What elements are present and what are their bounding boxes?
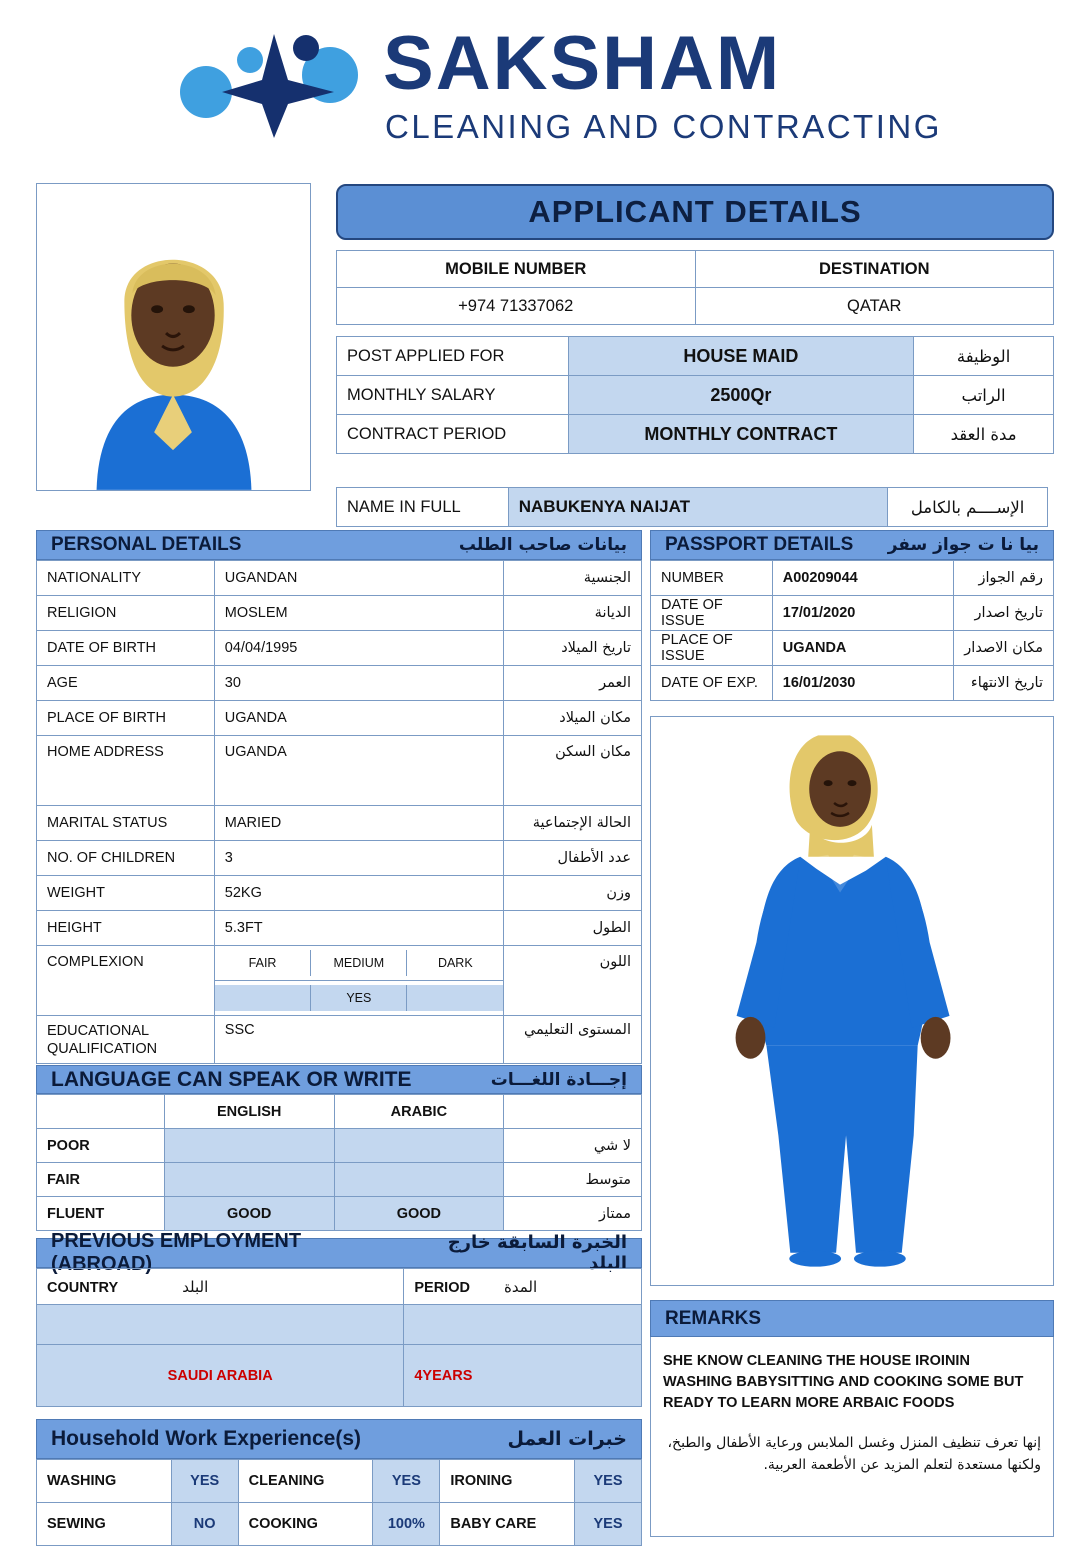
- table-row: [37, 1345, 642, 1407]
- applicant-details-title: APPLICANT DETAILS: [528, 194, 862, 229]
- passport-issue-place-label: PLACE OF ISSUE: [651, 631, 773, 666]
- employment-country-value: SAUDI ARABIA: [37, 1345, 404, 1407]
- table-row: [37, 1269, 642, 1305]
- children-label: NO. OF CHILDREN: [37, 841, 215, 876]
- post-applied-value: HOUSE MAID: [568, 337, 913, 376]
- lang-fluent-english: GOOD: [164, 1197, 334, 1231]
- home-address-arabic: مكان السكن: [504, 736, 642, 806]
- language-title: LANGUAGE CAN SPEAK OR WRITE: [51, 1067, 412, 1091]
- table-row: [37, 1095, 642, 1129]
- nationality-value: UGANDAN: [214, 561, 503, 596]
- table-row: [37, 876, 642, 911]
- name-in-full-value: NABUKENYA NAIJAT: [508, 488, 887, 527]
- post-details-table: [336, 336, 1054, 454]
- place-of-birth-label: PLACE OF BIRTH: [37, 701, 215, 736]
- home-address-label: HOME ADDRESS: [37, 736, 215, 806]
- table-row: [37, 911, 642, 946]
- name-in-full-label: NAME IN FULL: [337, 488, 509, 527]
- table-row: [37, 631, 642, 666]
- age-arabic: العمر: [504, 666, 642, 701]
- passport-details-table: [650, 560, 1054, 701]
- personal-details-title: PERSONAL DETAILS: [51, 534, 242, 555]
- full-name-row: [336, 487, 1048, 527]
- task-washing-value: YES: [171, 1460, 238, 1503]
- applicant-details-banner: [336, 184, 1054, 240]
- education-value: SSC: [214, 1016, 503, 1064]
- table-row: [37, 701, 642, 736]
- remarks-header: [650, 1300, 1054, 1337]
- destination-value: QATAR: [695, 288, 1054, 325]
- nationality-label: NATIONALITY: [37, 561, 215, 596]
- language-title-arabic: إجـــادة اللغـــات: [490, 1069, 627, 1090]
- employment-period-value: 4YEARS: [404, 1345, 642, 1407]
- personal-details-header: [36, 530, 642, 560]
- passport-details-header: [650, 530, 1054, 560]
- passport-issue-date-value: 17/01/2020: [772, 596, 953, 631]
- lang-col-english: ENGLISH: [164, 1095, 334, 1129]
- table-row: [37, 841, 642, 876]
- household-title-arabic: خبرات العمل: [507, 1428, 627, 1450]
- personal-details-title-arabic: بيانات صاحب الطلب: [458, 535, 627, 555]
- contract-period-arabic: مدة العقد: [914, 415, 1054, 454]
- saksham-star-logo-icon: [178, 30, 368, 140]
- task-washing-label: WASHING: [37, 1460, 172, 1503]
- passport-issue-place-value: UGANDA: [772, 631, 953, 666]
- table-row: [37, 736, 642, 806]
- complexion-arabic: اللون: [504, 946, 642, 1016]
- table-row: [37, 1197, 642, 1231]
- home-address-value: UGANDA: [214, 736, 503, 806]
- complexion-row: [37, 946, 642, 981]
- religion-arabic: الديانة: [504, 596, 642, 631]
- monthly-salary-arabic: الراتب: [914, 376, 1054, 415]
- contract-period-label: CONTRACT PERIOD: [337, 415, 569, 454]
- lang-fair-arabic: [334, 1163, 504, 1197]
- remarks-english-text: SHE KNOW CLEANING THE HOUSE IROININ WASHING BABYSITTING AND COOKING SOME BUT READY TO LEARN MORE ARBAIC FOODS: [663, 1353, 1024, 1412]
- passport-issue-date-label: DATE OF ISSUE: [651, 596, 773, 631]
- marital-status-label: MARITAL STATUS: [37, 806, 215, 841]
- table-row: [651, 631, 1054, 666]
- table-row: [337, 376, 1054, 415]
- previous-employment-title-arabic: الخبرة السابقة خارج البلد: [447, 1232, 627, 1274]
- passport-expiry-value: 16/01/2030: [772, 666, 953, 701]
- passport-issue-date-arabic: تاريخ اصدار: [954, 596, 1054, 631]
- task-babycare-label: BABY CARE: [440, 1503, 575, 1546]
- complexion-option-medium: MEDIUM: [311, 950, 407, 976]
- education-label-line2: QUALIFICATION: [47, 1041, 158, 1058]
- table-row: [651, 561, 1054, 596]
- lang-poor-english: [164, 1129, 334, 1163]
- passport-number-label: NUMBER: [651, 561, 773, 596]
- age-label: AGE: [37, 666, 215, 701]
- children-arabic: عدد الأطفال: [504, 841, 642, 876]
- dob-label: DATE OF BIRTH: [37, 631, 215, 666]
- passport-issue-place-arabic: مكان الاصدار: [954, 631, 1054, 666]
- dob-value: 04/04/1995: [214, 631, 503, 666]
- education-label-line1: EDUCATIONAL: [47, 1023, 150, 1039]
- destination-label: DESTINATION: [695, 251, 1054, 288]
- language-table: [36, 1094, 642, 1231]
- period-column-arabic: المدة: [503, 1277, 538, 1296]
- passport-expiry-arabic: تاريخ الانتهاء: [954, 666, 1054, 701]
- lang-fluent-arabic-label: ممتاز: [504, 1197, 642, 1231]
- children-value: 3: [214, 841, 503, 876]
- place-of-birth-arabic: مكان الميلاد: [504, 701, 642, 736]
- period-column-label: PERIOD: [414, 1279, 470, 1296]
- complexion-fair-selected: [215, 985, 311, 1011]
- table-row: [337, 337, 1054, 376]
- brand-subtitle: CLEANING AND CONTRACTING: [385, 108, 942, 145]
- contract-period-value: MONTHLY CONTRACT: [568, 415, 913, 454]
- household-title: Household Work Experience(s): [51, 1427, 362, 1450]
- brand-title: SAKSHAM: [383, 21, 782, 106]
- lang-poor-arabic-label: لا شي: [504, 1129, 642, 1163]
- employment-country-empty: [37, 1305, 404, 1345]
- lang-col-blank2: [504, 1095, 642, 1129]
- table-row: [37, 1163, 642, 1197]
- passport-number-arabic: رقم الجواز: [954, 561, 1054, 596]
- lang-col-arabic: ARABIC: [334, 1095, 504, 1129]
- lang-level-fluent: FLUENT: [37, 1197, 165, 1231]
- passport-details-title: PASSPORT DETAILS: [665, 534, 854, 555]
- applicant-full-length-photo: [650, 716, 1054, 1286]
- household-work-header: [36, 1419, 642, 1459]
- weight-label: WEIGHT: [37, 876, 215, 911]
- marital-status-value: MARIED: [214, 806, 503, 841]
- complexion-option-fair: FAIR: [248, 956, 277, 970]
- table-row: [37, 666, 642, 701]
- height-arabic: الطول: [504, 911, 642, 946]
- brand-header: [0, 0, 1080, 160]
- task-cleaning-value: YES: [373, 1460, 440, 1503]
- post-applied-label: POST APPLIED FOR: [337, 337, 569, 376]
- remarks-arabic-text: إنها تعرف تنظيف المنزل وغسل الملابس ورعاية الأطفال والطبخ، ولكنها مستعدة لتعلم المزيد عن الأطعمة العربية.: [667, 1435, 1041, 1474]
- table-row: [37, 596, 642, 631]
- contact-table: [336, 250, 1054, 325]
- task-ironing-value: YES: [575, 1460, 642, 1503]
- height-label: HEIGHT: [37, 911, 215, 946]
- complexion-dark-selected: [407, 985, 503, 1011]
- table-row: [37, 1129, 642, 1163]
- language-section-header: [36, 1065, 642, 1094]
- lang-poor-arabic: [334, 1129, 504, 1163]
- table-row: [651, 596, 1054, 631]
- table-row: [37, 1460, 642, 1503]
- personal-details-table: [36, 560, 642, 1064]
- religion-label: RELIGION: [37, 596, 215, 631]
- lang-fluent-arabic: GOOD: [334, 1197, 504, 1231]
- task-cleaning-label: CLEANING: [238, 1460, 373, 1503]
- country-column-label: COUNTRY: [47, 1279, 119, 1296]
- remarks-title: REMARKS: [665, 1307, 762, 1329]
- passport-number-value: A00209044: [772, 561, 953, 596]
- table-row: [651, 666, 1054, 701]
- task-cooking-value: 100%: [373, 1503, 440, 1546]
- lang-fair-english: [164, 1163, 334, 1197]
- place-of-birth-value: UGANDA: [214, 701, 503, 736]
- employment-period-empty: [404, 1305, 642, 1345]
- country-column-arabic: البلد: [182, 1277, 209, 1296]
- remarks-body: [650, 1337, 1054, 1537]
- previous-employment-table: [36, 1268, 642, 1407]
- weight-arabic: وزن: [504, 876, 642, 911]
- household-work-table: [36, 1459, 642, 1546]
- table-row: [337, 288, 1054, 325]
- lang-level-fair: FAIR: [37, 1163, 165, 1197]
- task-ironing-label: IRONING: [440, 1460, 575, 1503]
- passport-expiry-label: DATE OF EXP.: [651, 666, 773, 701]
- previous-employment-header: [36, 1230, 642, 1275]
- previous-employment-title: PREVIOUS EMPLOYMENT (ABROAD): [51, 1230, 302, 1275]
- applicant-passport-photo: [36, 183, 311, 491]
- mobile-number-label: MOBILE NUMBER: [337, 251, 696, 288]
- complexion-medium-selected: YES: [311, 985, 407, 1011]
- monthly-salary-label: MONTHLY SALARY: [337, 376, 569, 415]
- passport-details-title-arabic: بيا نا ت جواز سفر: [887, 535, 1039, 555]
- table-row: [337, 251, 1054, 288]
- post-applied-arabic: الوظيفة: [914, 337, 1054, 376]
- table-row: [37, 561, 642, 596]
- table-row: [337, 415, 1054, 454]
- lang-fair-arabic-label: متوسط: [504, 1163, 642, 1197]
- nationality-arabic: الجنسية: [504, 561, 642, 596]
- task-sewing-value: NO: [171, 1503, 238, 1546]
- task-babycare-value: YES: [575, 1503, 642, 1546]
- table-row: [37, 1305, 642, 1345]
- monthly-salary-value: 2500Qr: [568, 376, 913, 415]
- mobile-number-value: +974 71337062: [337, 288, 696, 325]
- age-value: 30: [214, 666, 503, 701]
- dob-arabic: تاريخ الميلاد: [504, 631, 642, 666]
- religion-value: MOSLEM: [214, 596, 503, 631]
- weight-value: 52KG: [214, 876, 503, 911]
- name-in-full-arabic: الإســــم بالكامل: [888, 488, 1048, 527]
- table-row: [337, 488, 1048, 527]
- complexion-label: COMPLEXION: [37, 946, 215, 1016]
- education-arabic: المستوى التعليمي: [504, 1016, 642, 1064]
- marital-status-arabic: الحالة الإجتماعية: [504, 806, 642, 841]
- lang-level-poor: POOR: [37, 1129, 165, 1163]
- height-value: 5.3FT: [214, 911, 503, 946]
- table-row: [37, 806, 642, 841]
- task-sewing-label: SEWING: [37, 1503, 172, 1546]
- table-row: [37, 1503, 642, 1546]
- task-cooking-label: COOKING: [238, 1503, 373, 1546]
- lang-col-blank: [37, 1095, 165, 1129]
- complexion-option-dark: DARK: [437, 956, 473, 970]
- education-row: [37, 1016, 642, 1064]
